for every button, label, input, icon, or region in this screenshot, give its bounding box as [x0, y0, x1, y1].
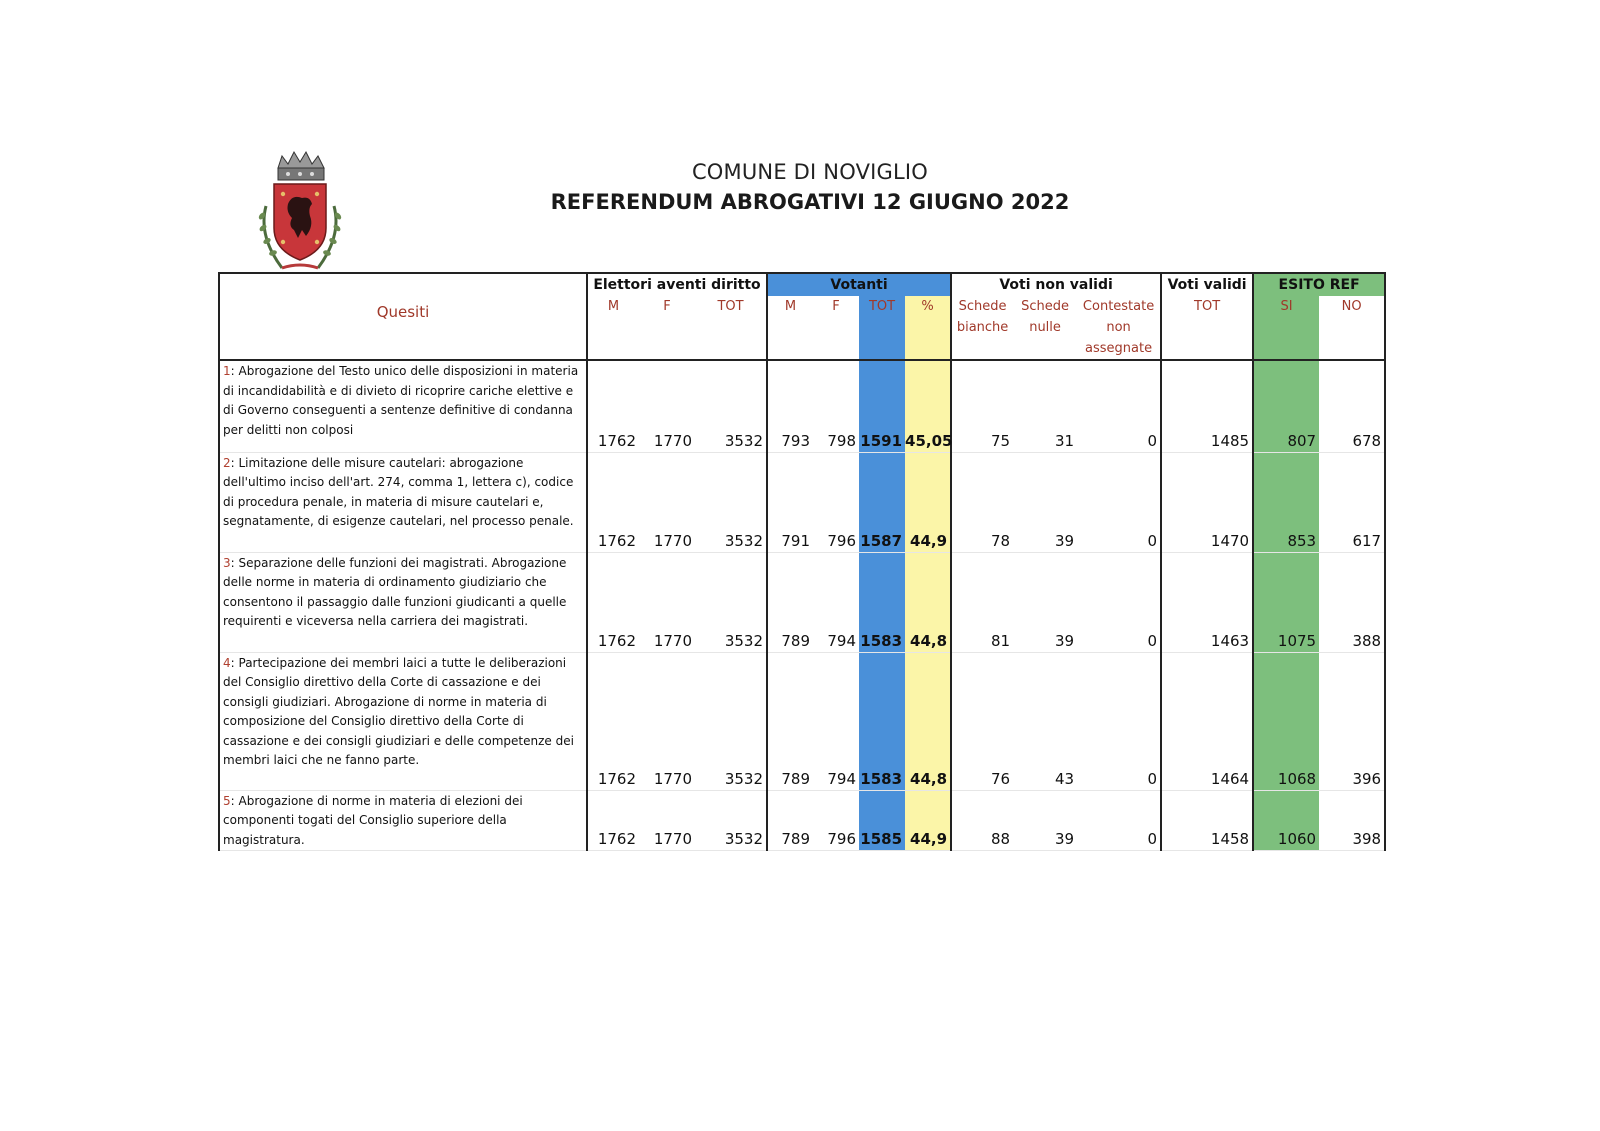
votanti-m-cell: 793 — [767, 360, 813, 452]
schede-nulle-cell: 39 — [1013, 552, 1077, 652]
esito-si-cell: 807 — [1253, 360, 1319, 452]
quesito-description: : Partecipazione dei membri laici a tutte le deliberazioni del Consiglio direttivo della Corte di cassazione e dei consigli giudiziari. Abrogazione di norme in materia di composizione del Consiglio direttivo della Corte di cassazione e dei consigli giudiziari e delle competenze dei membri laici che ne fanno parte. — [223, 655, 574, 767]
elettori-m-cell: 1762 — [587, 360, 639, 452]
schede-bianche-cell: 78 — [951, 452, 1013, 552]
esito-si-cell: 1075 — [1253, 552, 1319, 652]
voti-validi-cell: 1485 — [1161, 360, 1253, 452]
quesito-number: 1 — [223, 364, 231, 378]
voti-validi-cell: 1464 — [1161, 652, 1253, 790]
table-row — [219, 790, 1385, 851]
votanti-group-header: Votanti — [767, 273, 951, 296]
votanti-f-header: F — [813, 296, 859, 360]
votanti-tot-header: TOT — [859, 296, 905, 360]
voti-validi-cell: 1458 — [1161, 790, 1253, 851]
esito-no-cell: 396 — [1319, 652, 1385, 790]
page-subtitle: REFERENDUM ABROGATIVI 12 GIUGNO 2022 — [550, 190, 1070, 214]
validi-tot-header: TOT — [1161, 296, 1253, 360]
page-title: COMUNE DI NOVIGLIO — [691, 160, 929, 184]
quesito-text — [219, 552, 587, 652]
schede-nulle-cell: 39 — [1013, 452, 1077, 552]
elettori-m-cell: 1762 — [587, 452, 639, 552]
schede-nulle-cell: 43 — [1013, 652, 1077, 790]
quesito-text — [219, 360, 587, 452]
elettori-tot-cell: 3532 — [695, 790, 767, 851]
schede-nulle-cell: 39 — [1013, 790, 1077, 851]
quesiti-group-header — [219, 273, 587, 296]
schede-bianche-cell: 81 — [951, 552, 1013, 652]
elettori-f-cell: 1770 — [639, 452, 695, 552]
quesito-description: : Abrogazione di norme in materia di elezioni dei componenti togati del Consiglio superiore della magistratura. — [223, 793, 523, 847]
voti-validi-cell: 1463 — [1161, 552, 1253, 652]
votanti-tot-cell: 1585 — [859, 790, 905, 851]
votanti-pct-cell: 44,9 — [905, 790, 951, 851]
referendum-results-table — [218, 272, 1386, 851]
coat-of-arms-logo — [252, 146, 348, 280]
votanti-m-cell: 789 — [767, 552, 813, 652]
votanti-m-header: M — [767, 296, 813, 360]
elettori-m-header: M — [587, 296, 639, 360]
elettori-group-header: Elettori aventi diritto — [587, 273, 767, 296]
esito-si-header: SI — [1253, 296, 1319, 360]
quesito-description: : Separazione delle funzioni dei magistrati. Abrogazione delle norme in materia di ordinamento giudiziario che consentono il passaggio dalle funzioni giudicanti a quelle requirenti e viceversa nella carriera dei magistrati. — [223, 555, 567, 628]
esito-si-cell: 853 — [1253, 452, 1319, 552]
schede-bianche-header: Schede bianche — [951, 296, 1013, 360]
elettori-m-cell: 1762 — [587, 790, 639, 851]
esito-no-cell: 388 — [1319, 552, 1385, 652]
votanti-tot-cell: 1587 — [859, 452, 905, 552]
votanti-pct-cell: 44,9 — [905, 452, 951, 552]
votanti-tot-cell: 1591 — [859, 360, 905, 452]
elettori-m-cell: 1762 — [587, 652, 639, 790]
elettori-tot-cell: 3532 — [695, 552, 767, 652]
non-validi-group-header: Voti non validi — [951, 273, 1161, 296]
votanti-f-cell: 794 — [813, 652, 859, 790]
votanti-f-cell: 798 — [813, 360, 859, 452]
validi-group-header: Voti validi — [1161, 273, 1253, 296]
contestate-cell: 0 — [1077, 452, 1161, 552]
table-row — [219, 652, 1385, 790]
title-block — [500, 160, 1120, 214]
votanti-pct-cell: 44,8 — [905, 652, 951, 790]
quesito-text — [219, 652, 587, 790]
elettori-f-cell: 1770 — [639, 360, 695, 452]
esito-group-header: ESITO REF — [1253, 273, 1385, 296]
table-row — [219, 452, 1385, 552]
votanti-m-cell: 791 — [767, 452, 813, 552]
elettori-f-header: F — [639, 296, 695, 360]
esito-si-cell: 1060 — [1253, 790, 1319, 851]
votanti-tot-cell: 1583 — [859, 552, 905, 652]
elettori-f-cell: 1770 — [639, 552, 695, 652]
table-row — [219, 360, 1385, 452]
schede-nulle-header: Schede nulle — [1013, 296, 1077, 360]
quesito-description: : Limitazione delle misure cautelari: abrogazione dell'ultimo inciso dell'art. 274, comma 1, lettera c), codice di procedura penale, in materia di misure cautelari e, segnatamente, di esigenze cautelari, nel processo penale. — [223, 455, 574, 528]
contestate-cell: 0 — [1077, 790, 1161, 851]
votanti-f-cell: 796 — [813, 790, 859, 851]
quesiti-column-header: Quesiti — [219, 296, 587, 360]
votanti-f-cell: 794 — [813, 552, 859, 652]
quesito-text — [219, 452, 587, 552]
quesito-number: 2 — [223, 455, 231, 470]
elettori-tot-cell: 3532 — [695, 452, 767, 552]
elettori-tot-cell: 3532 — [695, 360, 767, 452]
votanti-f-cell: 796 — [813, 452, 859, 552]
schede-bianche-cell: 75 — [951, 360, 1013, 452]
votanti-pct-cell: 45,05 — [905, 360, 951, 452]
votanti-m-cell: 789 — [767, 790, 813, 851]
elettori-tot-header: TOT — [695, 296, 767, 360]
esito-no-header: NO — [1319, 296, 1385, 360]
quesito-number: 3 — [223, 555, 231, 570]
elettori-tot-cell: 3532 — [695, 652, 767, 790]
elettori-f-cell: 1770 — [639, 790, 695, 851]
contestate-cell: 0 — [1077, 552, 1161, 652]
table-row — [219, 552, 1385, 652]
quesito-description: : Abrogazione del Testo unico delle disposizioni in materia di incandidabilità e di divieto di ricoprire cariche elettive e di Governo conseguenti a sentenze definitive di condanna per delitti non colposi — [223, 364, 579, 437]
votanti-pct-header: % — [905, 296, 951, 360]
elettori-m-cell: 1762 — [587, 552, 639, 652]
esito-no-cell: 398 — [1319, 790, 1385, 851]
schede-bianche-cell: 76 — [951, 652, 1013, 790]
quesito-text — [219, 790, 587, 851]
contestate-header: Contestate non assegnate — [1077, 296, 1161, 360]
votanti-pct-cell: 44,8 — [905, 552, 951, 652]
schede-bianche-cell: 88 — [951, 790, 1013, 851]
esito-si-cell: 1068 — [1253, 652, 1319, 790]
elettori-f-cell: 1770 — [639, 652, 695, 790]
esito-no-cell: 617 — [1319, 452, 1385, 552]
quesito-number: 4 — [223, 655, 231, 670]
contestate-cell: 0 — [1077, 360, 1161, 452]
esito-no-cell: 678 — [1319, 360, 1385, 452]
schede-nulle-cell: 31 — [1013, 360, 1077, 452]
contestate-cell: 0 — [1077, 652, 1161, 790]
quesito-number: 5 — [223, 793, 231, 808]
votanti-m-cell: 789 — [767, 652, 813, 790]
voti-validi-cell: 1470 — [1161, 452, 1253, 552]
votanti-tot-cell: 1583 — [859, 652, 905, 790]
